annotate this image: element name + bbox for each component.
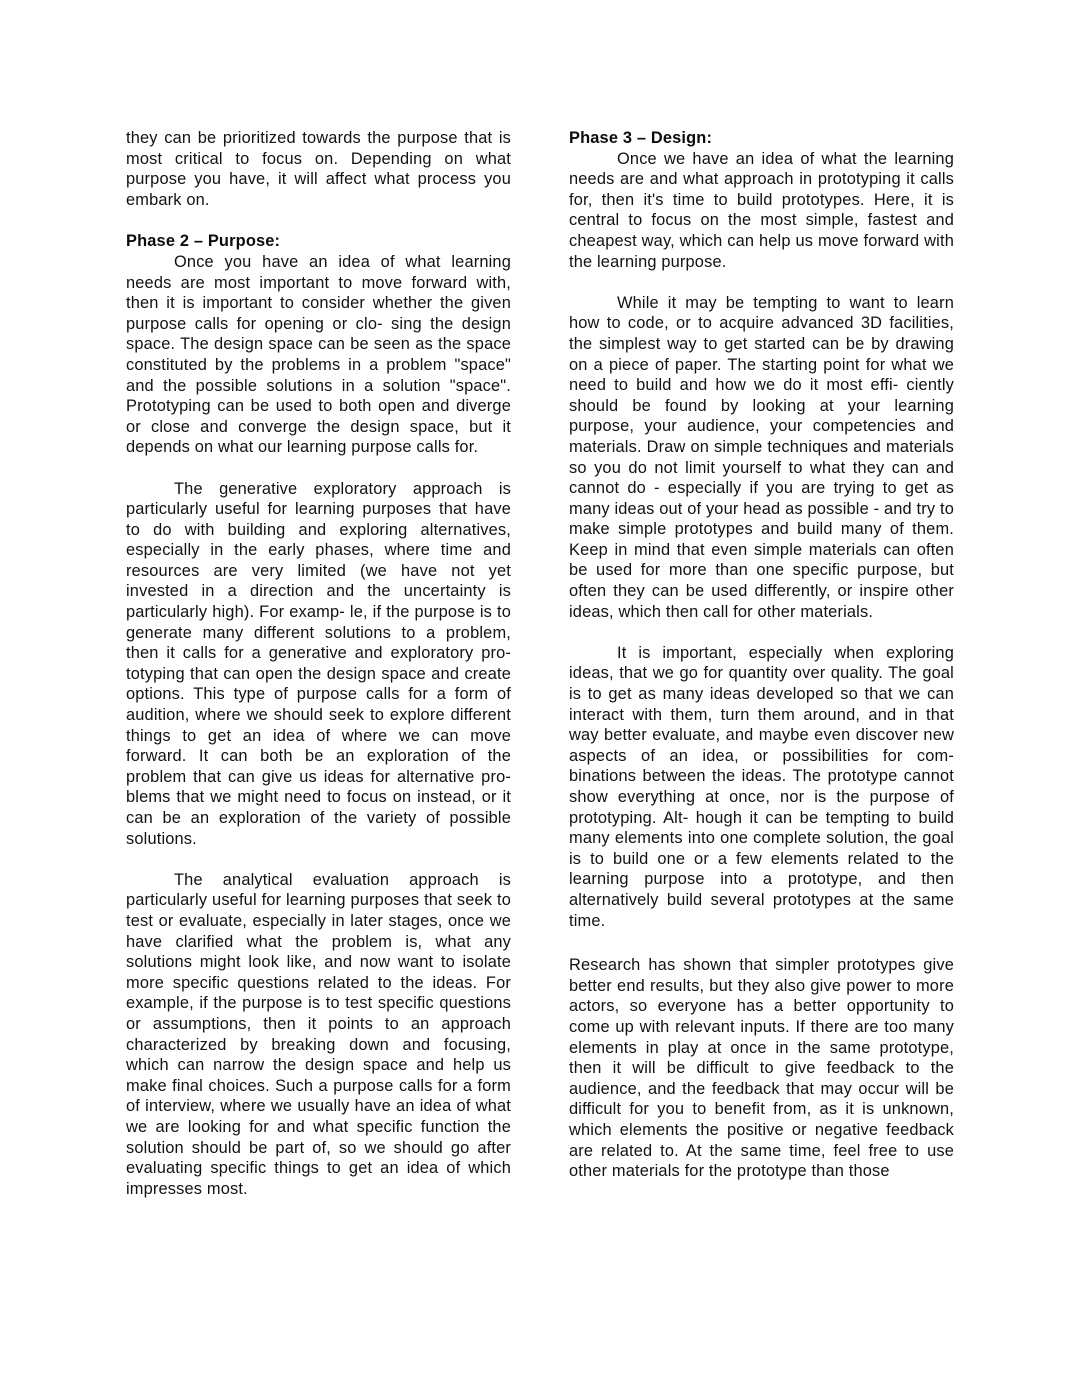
two-column-text-body (126, 128, 953, 1199)
section-heading-phase-2: Phase 2 – Purpose: (126, 232, 281, 251)
block-spacer (126, 210, 511, 231)
left-column (126, 128, 511, 1199)
section-heading-phase-3: Phase 3 – Design: (569, 129, 713, 147)
paragraph: The generative exploratory approach is particularly useful for learning purposes that have to do with building and exploring alternatives, especially in the early phases, where time and resources are very limited (we have not yet invested in a direction and the uncertainty is particularly high). For examp- le, if the purpose is to generate many different solutions to a problem, then it calls for a generative and exploratory pro- totyping that can open the design space and create options. This type of purpose calls for a form of audition, where we should seek to explore different things to get an idea of where we can move forward. It can both be an exploration of the problem that can give us ideas for alternative pro- blems that we might need to focus on instead, or it can be an exploration of the variety of possible solutions. (126, 479, 511, 848)
paragraph: Once you have an idea of what learning needs are most important to move forward with, then it is important to consider whether the given purpose calls for opening or clo- sing the design space. The design space can be seen as the space constituted by the problems in a problem "space" and the possible solutions in a solution "space". Prototyping can be used to both open and diverge or close and converge the design space, but it depends on what our learning purpose calls for. (126, 252, 511, 457)
block-spacer (126, 458, 511, 479)
paragraph: Once we have an idea of what the learning needs are and what approach in prototyping it calls for, then it's time to build prototypes. Here, it is central to focus on the most simple, fastest and cheapest way, which can help us move forward with the learning purpose. (569, 149, 954, 271)
block-spacer (569, 622, 954, 643)
block-spacer (569, 272, 954, 293)
paragraph: It is important, especially when exploring ideas, that we go for quantity over quality. The goal is to get as many ideas developed so that we can interact with them, turn them around, and in that way better evaluate, and maybe even discover new aspects of an idea, or possibilities for com- binations between the ideas. The prototype cannot show everything at once, nor is the purpose of prototyping. Alt- hough it can be tempting to build many elements into one complete solution, the goal is to build one or a few elements related to the learning purpose into a prototype, and then alternatively build several prototypes at the same time. (569, 643, 954, 930)
right-column (569, 128, 954, 1199)
paragraph: they can be prioritized towards the purpose that is most critical to focus on. Depending on what purpose you have, it will affect what process you embark on. (126, 129, 511, 209)
paragraph: While it may be tempting to want to learn how to code, or to acquire advanced 3D facilities, the simplest way to get started can be by drawing on a piece of paper. The starting point for what we need to build and how we do it most effi- ciently should be found by looking at your learning purpose, your audience, your competencies and materials. Draw on simple techniques and materials so you do not limit yourself to what they can and cannot do - especially if you are trying to get as many ideas out of your head as possible - and try to make simple prototypes and build many of them. Keep in mind that even simple materials can often be used for more than one specific purpose, but often they can be used differently, or inspire other ideas, which then call for other materials. (569, 293, 954, 621)
block-spacer (126, 849, 511, 870)
paragraph: The analytical evaluation approach is particularly useful for learning purposes that seek to test or evaluate, especially in later stages, once we have clarified what the problem is, what any solutions might look like, and now want to isolate more specific questions related to the ideas. For example, if the purpose is to test specific questions or assumptions, then it points to an approach characterized by breaking down and focusing, which can narrow the design space and help us make final choices. Such a purpose calls for a form of interview, where we usually have an idea of what we are looking for and what specific function the solution should be part of, so we should go after evaluating specific things to get an idea of which impresses most. (126, 870, 511, 1198)
block-spacer (569, 931, 954, 955)
paragraph: Research has shown that simpler prototypes give better end results, but they also give power to more actors, so everyone has a better opportunity to come up with relevant inputs. If there are too many elements in play at once in the same prototype, then it will be difficult to give feedback to the audience, and the feedback that may occur will be difficult for you to benefit from, as it is unknown, which elements the positive or negative feedback are related to. At the same time, feel free to use other materials for the prototype than those (569, 956, 954, 1181)
